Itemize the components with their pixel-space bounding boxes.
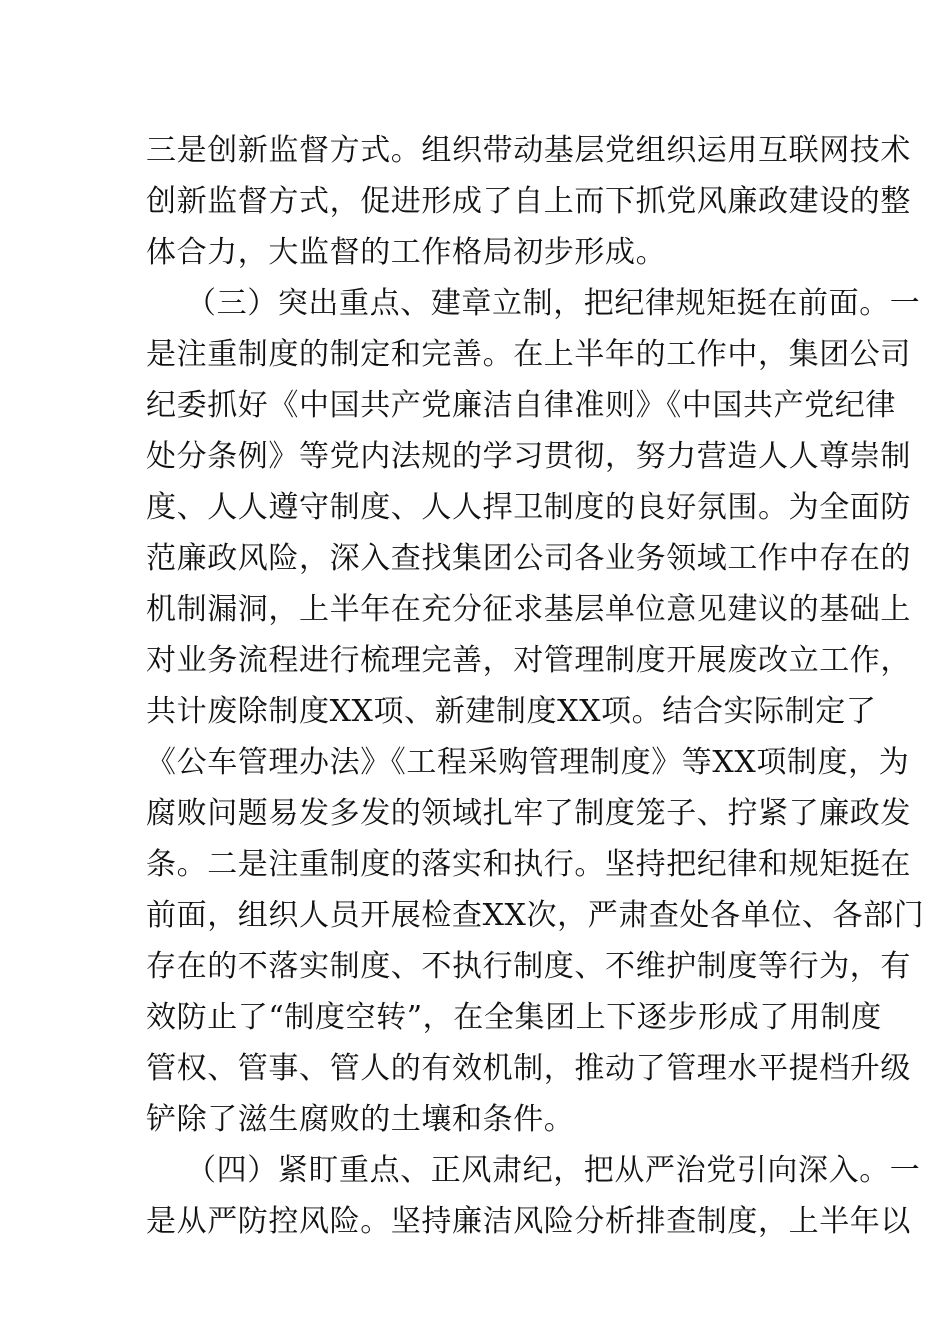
text-line: 是注重制度的制定和完善。在上半年的工作中，集团公司 bbox=[146, 337, 911, 372]
text-line: 前面，组织人员开展检查XX次，严肃查处各单位、各部门 bbox=[146, 898, 925, 933]
text-line: 条。二是注重制度的落实和执行。坚持把纪律和规矩挺在 bbox=[146, 847, 911, 882]
text-line: 处分条例》等党内法规的学习贯彻，努力营造人人尊崇制 bbox=[146, 439, 911, 474]
text-line: 范廉政风险，深入查找集团公司各业务领域工作中存在的 bbox=[146, 541, 911, 576]
text-line: 体合力，大监督的工作格局初步形成。 bbox=[146, 235, 667, 270]
text-line: 三是创新监督方式。组织带动基层党组织运用互联网技术 bbox=[146, 133, 911, 168]
text-line: 腐败问题易发多发的领域扎牢了制度笼子、拧紧了廉政发 bbox=[146, 796, 911, 831]
text-line: 纪委抓好《中国共产党廉洁自律准则》《中国共产党纪律 bbox=[146, 388, 896, 423]
paragraph-start-line: （四）紧盯重点、正风肃纪，把从严治党引向深入。一 bbox=[186, 1153, 921, 1188]
text-line: 《公车管理办法》《工程采购管理制度》等XX项制度，为 bbox=[146, 745, 910, 780]
text-line: 存在的不落实制度、不执行制度、不维护制度等行为，有 bbox=[146, 949, 911, 984]
text-line: 铲除了滋生腐败的土壤和条件。 bbox=[146, 1102, 575, 1137]
text-line: 机制漏洞，上半年在充分征求基层单位意见建议的基础上 bbox=[146, 592, 911, 627]
text-line: 管权、管事、管人的有效机制，推动了管理水平提档升级 bbox=[146, 1051, 911, 1086]
text-line: 是从严防控风险。坚持廉洁风险分析排查制度，上半年以 bbox=[146, 1204, 911, 1239]
text-line: 创新监督方式，促进形成了自上而下抓党风廉政建设的整 bbox=[146, 184, 911, 219]
text-line: 效防止了“制度空转”，在全集团上下逐步形成了用制度 bbox=[146, 1000, 882, 1035]
text-line: 度、人人遵守制度、人人捍卫制度的良好氛围。为全面防 bbox=[146, 490, 911, 525]
text-line: 共计废除制度XX项、新建制度XX项。结合实际制定了 bbox=[146, 694, 877, 729]
text-line: 对业务流程进行梳理完善，对管理制度开展废改立工作， bbox=[146, 643, 911, 678]
paragraph-start-line: （三）突出重点、建章立制，把纪律规矩挺在前面。一 bbox=[186, 286, 921, 321]
